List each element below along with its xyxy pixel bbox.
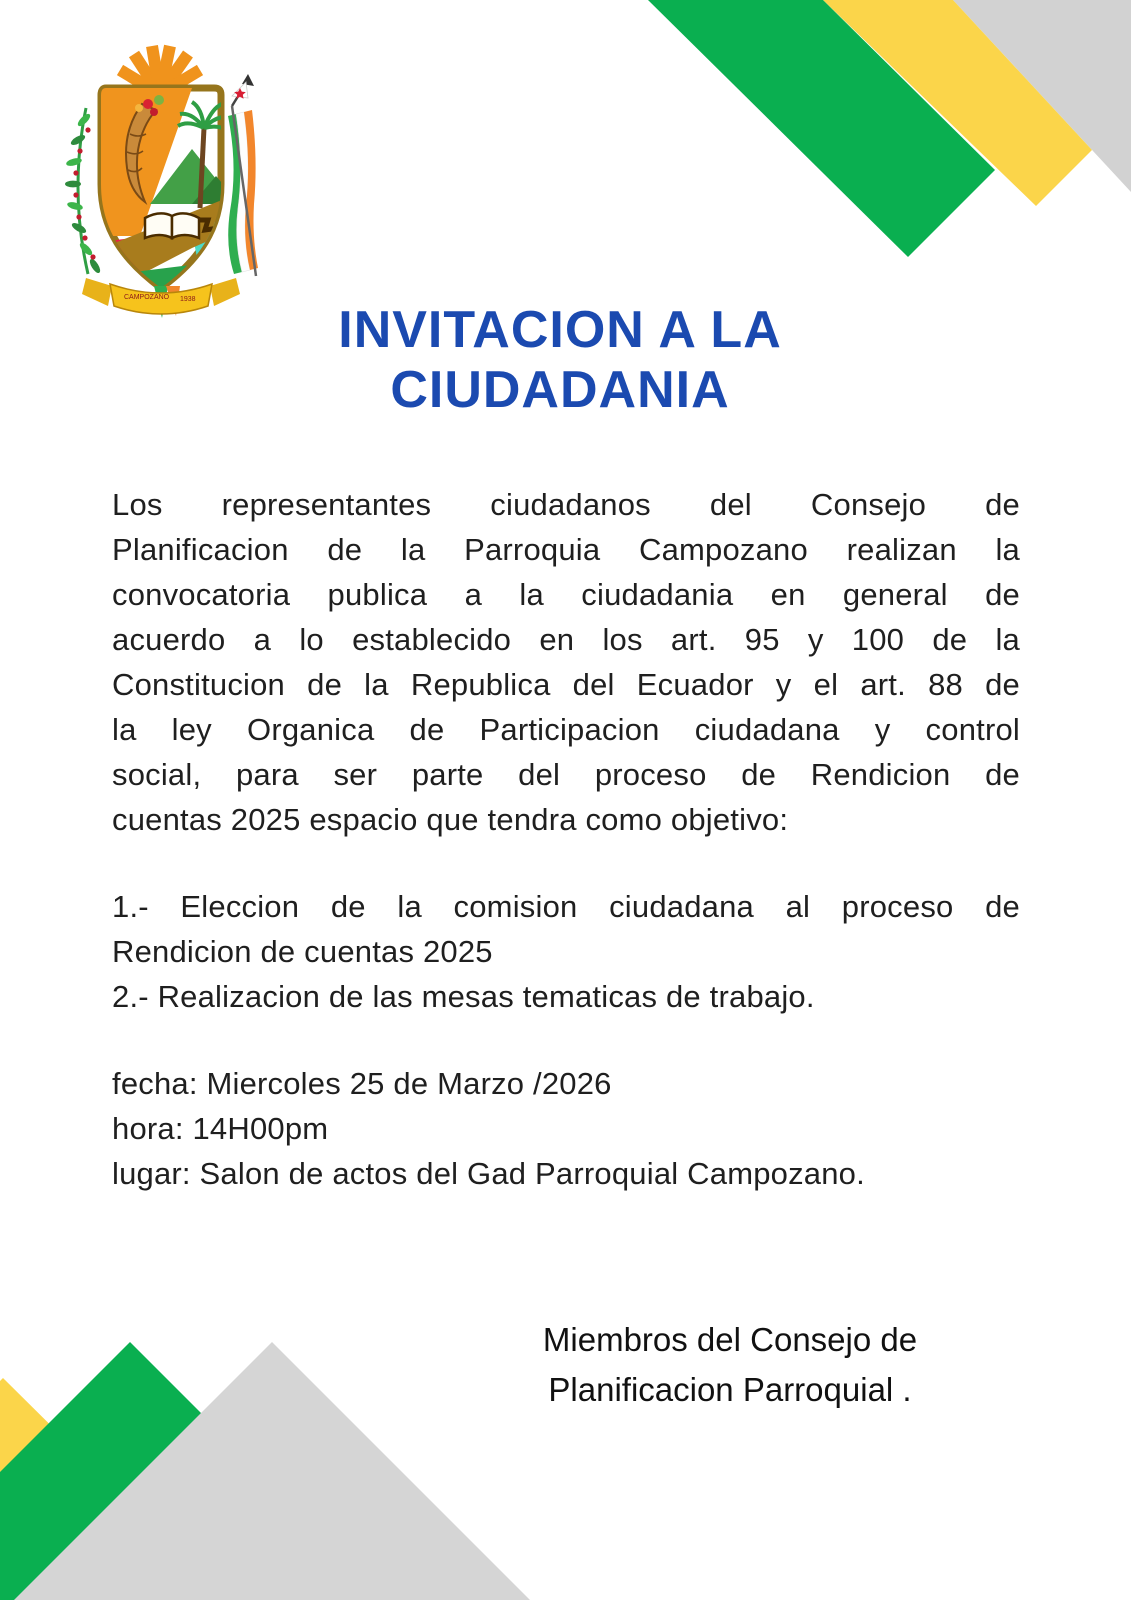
top-right-ribbons-icon: [648, 0, 1131, 257]
event-date: fecha: Miercoles 25 de Marzo /2026: [112, 1066, 612, 1101]
paragraph-line: social, para ser parte del proceso de Rendicion de: [112, 757, 1020, 792]
signature-line-2: Planificacion Parroquial .: [548, 1371, 912, 1408]
objective-line: Rendicion de cuentas 2025: [112, 934, 493, 969]
objective-line: 2.- Realizacion de las mesas tematicas de trabajo.: [112, 979, 815, 1014]
signature-block: [450, 1315, 1010, 1415]
paragraph-line: cuentas 2025 espacio que tendra como objetivo:: [112, 802, 789, 837]
coat-of-arms-emblem: [42, 36, 272, 320]
ribbon-text-right: 1938: [180, 296, 196, 303]
objective-line: 1.- Eleccion de la comision ciudadana al proceso de: [112, 889, 1020, 924]
paragraph-line: convocatoria publica a la ciudadania en general de: [112, 577, 1020, 612]
signature-line-1: Miembros del Consejo de: [542, 1321, 918, 1358]
laurel-branch-icon: [65, 108, 102, 275]
paragraph-line: Planificacion de la Parroquia Campozano realizan la: [112, 532, 1020, 567]
ribbon-text-left: CAMPOZANO: [124, 294, 170, 301]
title-line-1: INVITACION A LA: [338, 301, 782, 359]
page-title: [0, 300, 1120, 420]
event-location: lugar: Salon de actos del Gad Parroquial Campozano.: [112, 1156, 865, 1191]
flag-icon: [228, 74, 258, 276]
paragraph-line: Constitucion de la Republica del Ecuador y el art. 88 de: [112, 667, 1020, 702]
objectives-list: [112, 884, 1020, 1019]
paragraph-line: Los representantes ciudadanos del Consejo de: [112, 487, 1020, 522]
paragraph-line: la ley Organica de Participacion ciudadana y control: [112, 712, 1020, 747]
body-content: [112, 482, 1020, 1196]
intro-paragraph: [112, 482, 1020, 842]
paragraph-line: acuerdo a lo establecido en los art. 95 y 100 de la: [112, 622, 1020, 657]
title-line-2: CIUDADANIA: [390, 361, 730, 419]
event-details: [112, 1061, 1020, 1196]
event-time: hora: 14H00pm: [112, 1111, 329, 1146]
open-book-icon: [145, 213, 199, 238]
